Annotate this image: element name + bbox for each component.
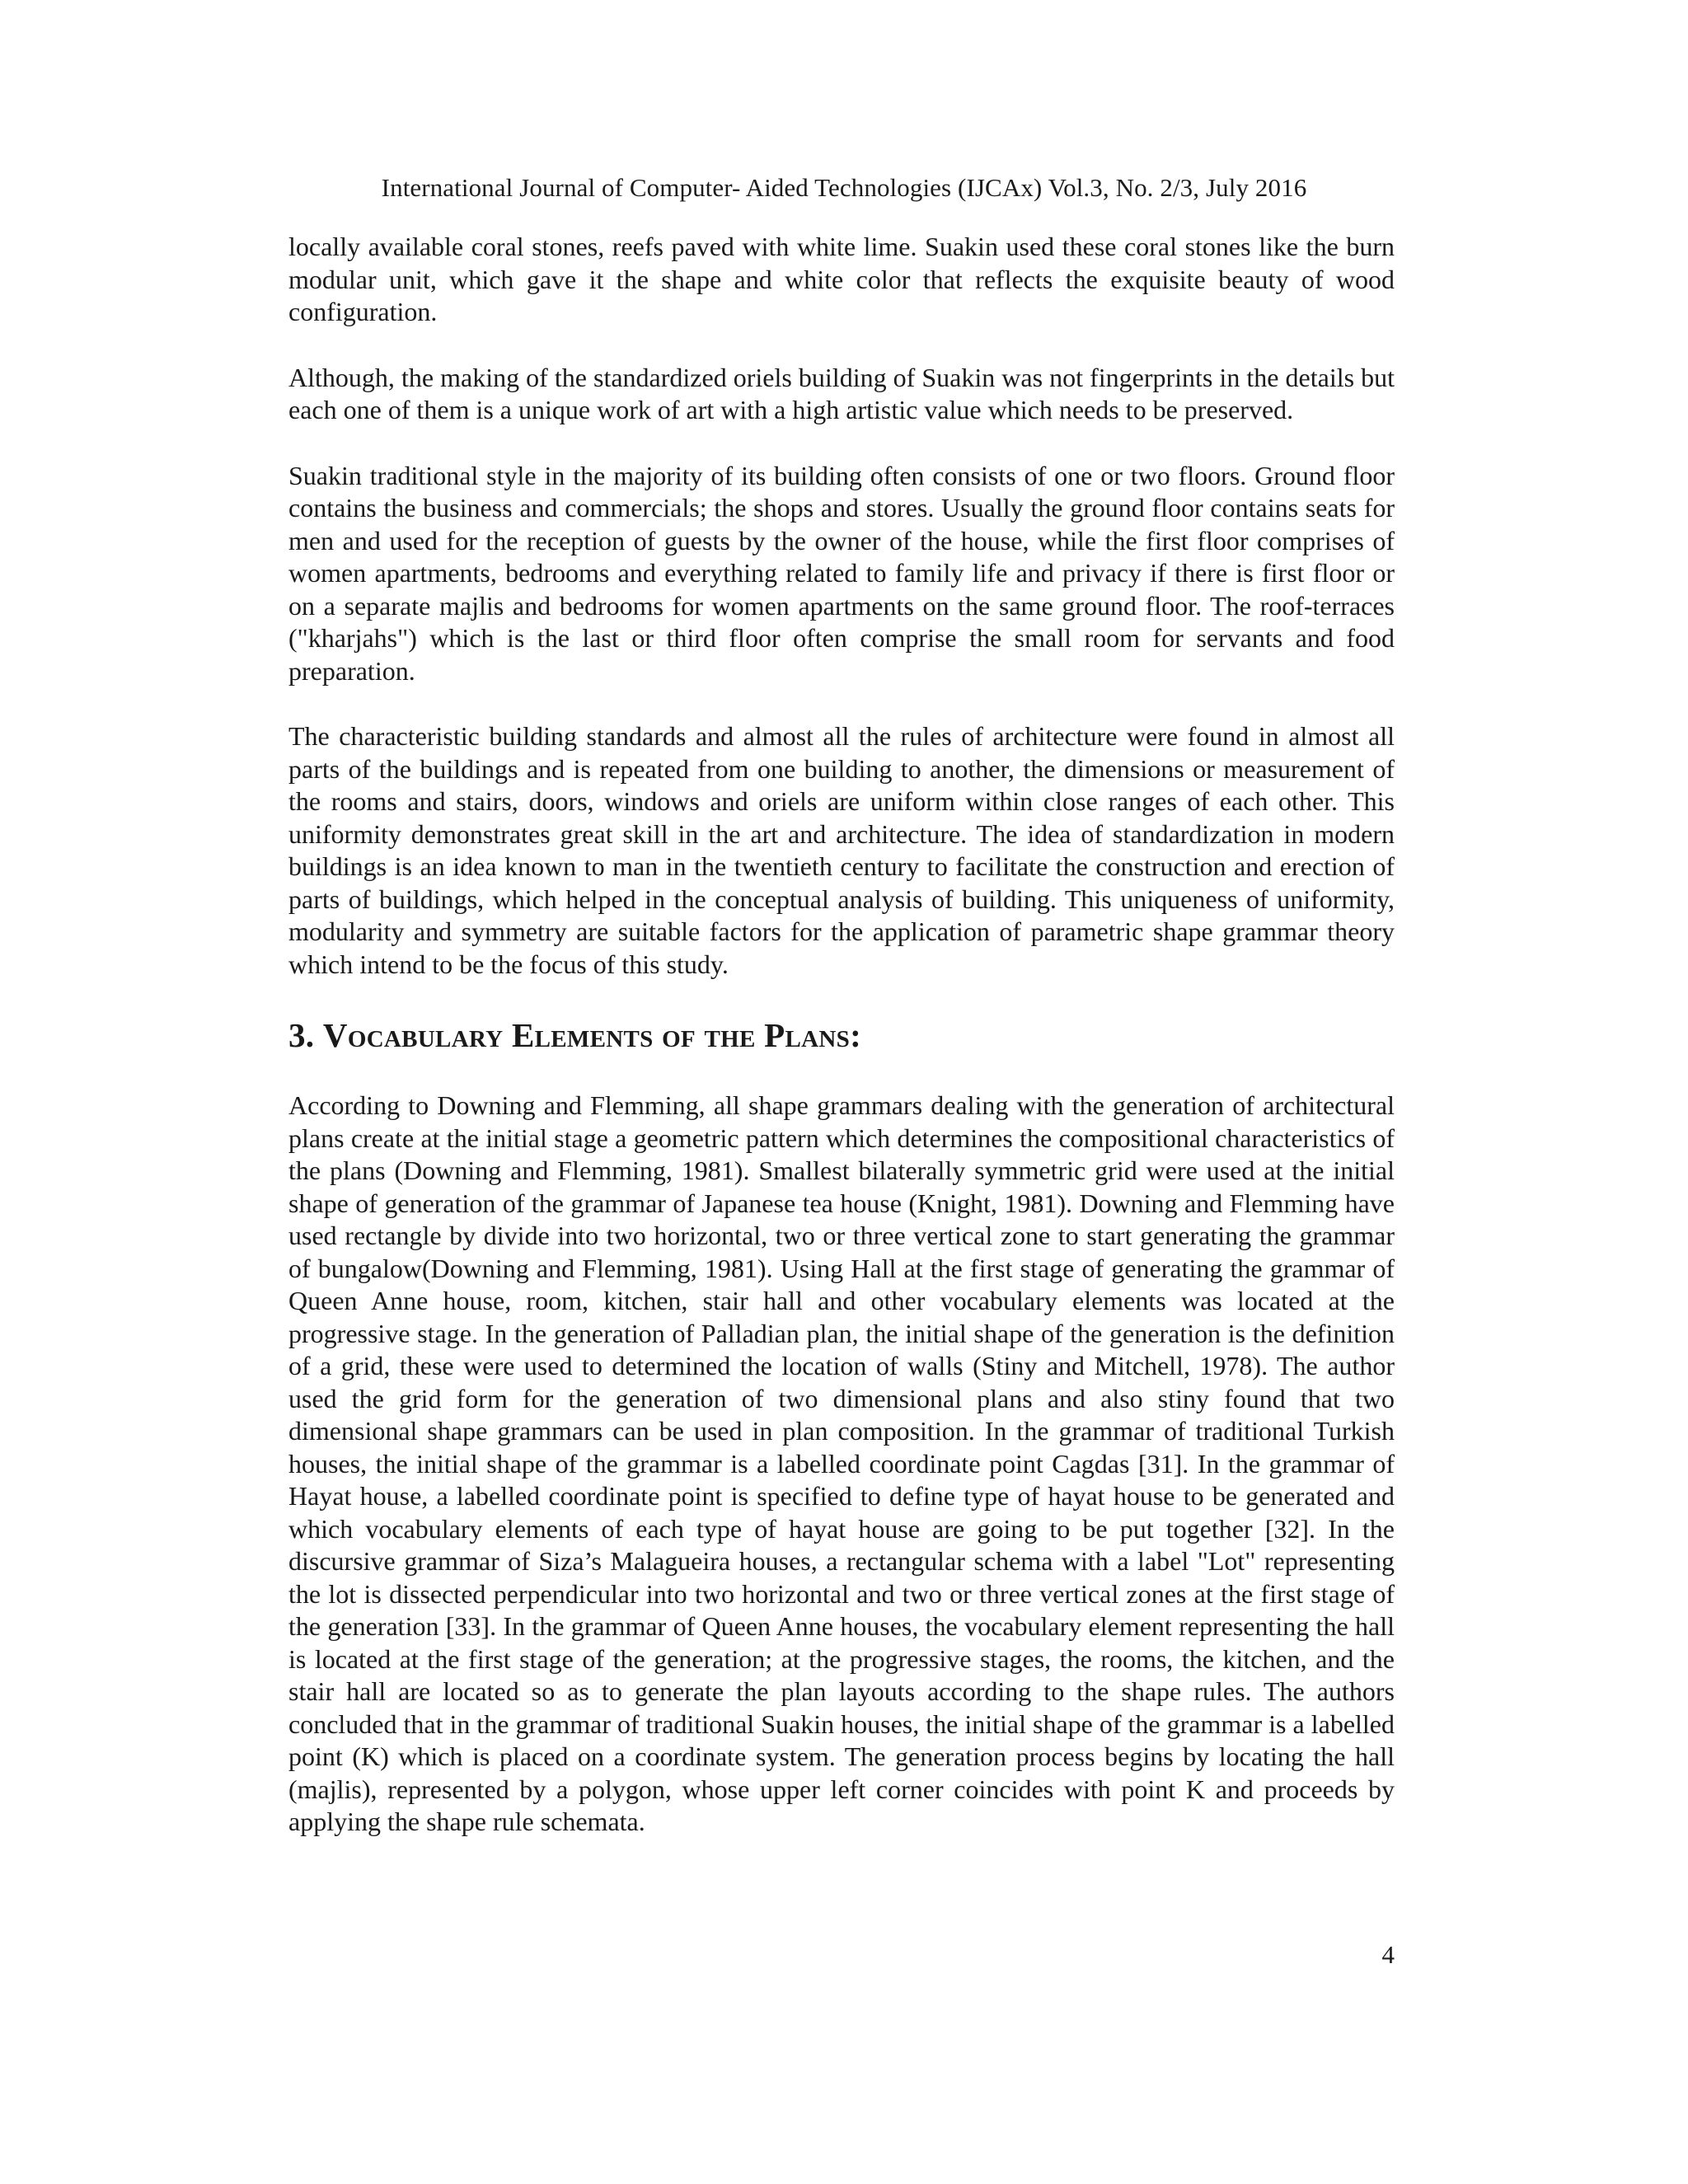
section-title: Vocabulary Elements of the Plans: bbox=[322, 1016, 862, 1054]
page-content bbox=[288, 231, 1395, 1872]
paragraph-traditional-style: Suakin traditional style in the majority of its building often consists of one or two floors. Ground floor contains the business and commercials; the shops and stores. Usually the ground floor contains seats for men and used for the reception of guests by the owner of the house, while the first floor comprises of women apartments, bedrooms and everything related to family life and privacy if there is first floor or on a separate majlis and bedrooms for women apartments on the same ground floor. The roof-terraces ("kharjahs") which is the last or third floor often comprise the small room for servants and food preparation. bbox=[288, 460, 1395, 686]
paragraph-coral-stones: locally available coral stones, reefs paved with white lime. Suakin used these coral stones like the burn modular unit, which gave it the shape and white color that reflects the exquisite beauty of wood configuration. bbox=[288, 232, 1395, 326]
page-number: 4 bbox=[1381, 1940, 1395, 1969]
section-heading bbox=[288, 1014, 1395, 1057]
running-header: International Journal of Computer- Aided Technologies (IJCAx) Vol.3, No. 2/3, July 2016 bbox=[381, 173, 1307, 202]
paragraph-standardized-oriels: Although, the making of the standardized oriels building of Suakin was not fingerprints in the details but each one of them is a unique work of art with a high artistic value which needs to be preserved. bbox=[288, 362, 1395, 424]
paragraph-vocabulary-elements: According to Downing and Flemming, all shape grammars dealing with the generation of architectural plans create at the initial stage a geometric pattern which determines the compositional characteristics of the plans (Downing and Flemming, 1981). Smallest bilaterally symmetric grid were used at the initial shape of generation of the grammar of Japanese tea house (Knight, 1981). Downing and Flemming have used rectangle by divide into two horizontal, two or three vertical zone to start generating the grammar of bungalow(Downing and Flemming, 1981). Using Hall at the first stage of generating the grammar of Queen Anne house, room, kitchen, stair hall and other vocabulary elements was located at the progressive stage. In the generation of Palladian plan, the initial shape of the generation is the definition of a grid, these were used to determined the location of walls (Stiny and Mitchell, 1978). The author used the grid form for the generation of two dimensional plans and also stiny found that two dimensional shape grammars can be used in plan composition. In the grammar of traditional Turkish houses, the initial shape of the grammar is a labelled coordinate point Cagdas [31]. In the grammar of Hayat house, a labelled coordinate point is specified to define type of hayat house to be generated and which vocabulary elements of each type of hayat house are going to be put together [32]. In the discursive grammar of Siza’s Malagueira houses, a rectangular schema with a label "Lot" representing the lot is dissected perpendicular into two horizontal and two or three vertical zones at the first stage of the generation [33]. In the grammar of Queen Anne houses, the vocabulary element representing the hall is located at the first stage of the generation; at the progressive stages, the rooms, the kitchen, and the stair hall are located so as to generate the plan layouts according to the shape rules. The authors concluded that in the grammar of traditional Suakin houses, the initial shape of the grammar is a labelled point (K) which is placed on a coordinate system. The generation process begins by locating the hall (majlis), represented by a polygon, whose upper left corner coincides with point K and proceeds by applying the shape rule schemata. bbox=[288, 1090, 1395, 1836]
paragraph-building-standards: The characteristic building standards and almost all the rules of architecture were found in almost all parts of the buildings and is repeated from one building to another, the dimensions or measurement of the rooms and stairs, doors, windows and oriels are uniform within close ranges of each other. This uniformity demonstrates great skill in the art and architecture. The idea of standardization in modern buildings is an idea known to man in the twentieth century to facilitate the construction and erection of parts of buildings, which helped in the conceptual analysis of building. This uniqueness of uniformity, modularity and symmetry are suitable factors for the application of parametric shape grammar theory which intend to be the focus of this study. bbox=[288, 721, 1395, 979]
section-number: 3. bbox=[288, 1016, 315, 1054]
